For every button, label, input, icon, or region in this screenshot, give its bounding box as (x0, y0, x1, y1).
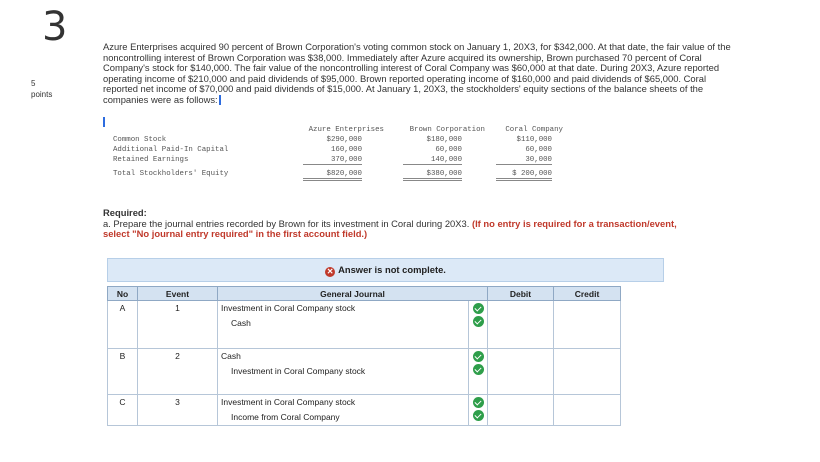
col-header-debit: Debit (488, 287, 554, 301)
credit-input[interactable] (554, 349, 621, 395)
debit-input[interactable] (488, 349, 554, 395)
header-coral: Coral Company (505, 126, 563, 134)
col-header-event: Event (138, 287, 218, 301)
entry-no: B (119, 351, 126, 361)
account-select-debit[interactable]: Cash (221, 351, 241, 361)
header-azure: Azure Enterprises (308, 126, 384, 134)
entry-no: C (119, 397, 126, 407)
problem-text (103, 42, 733, 105)
account-select-debit[interactable]: Investment in Coral Company stock (221, 303, 356, 313)
value-brown-total: $380,000 (403, 170, 462, 181)
credit-input[interactable] (554, 301, 621, 349)
correct-check-icon (473, 397, 484, 408)
value-azure-re: 370,000 (303, 156, 362, 165)
correct-check-icon (473, 410, 484, 421)
value-brown-apic: 60,000 (435, 146, 462, 154)
points-label: points (31, 90, 53, 99)
value-coral-re: 30,000 (496, 156, 552, 165)
correct-check-icon (473, 316, 484, 327)
journal-entry-c (108, 395, 621, 426)
debit-input[interactable] (488, 301, 554, 349)
value-brown-cs: $180,000 (426, 136, 462, 144)
journal-entry-a (108, 301, 621, 349)
points-value: 5 (31, 79, 36, 88)
required-section (103, 208, 703, 240)
account-select-debit[interactable]: Investment in Coral Company stock (221, 397, 356, 407)
value-coral-apic: 60,000 (525, 146, 552, 154)
text-cursor (219, 95, 221, 105)
error-x-icon: ✕ (326, 267, 334, 276)
entry-event: 3 (175, 397, 180, 407)
entry-no: A (119, 303, 126, 313)
value-coral-total: $ 200,000 (496, 170, 552, 181)
entry-event: 2 (175, 351, 180, 361)
points-box (31, 78, 52, 100)
value-brown-re: 140,000 (403, 156, 462, 165)
value-azure-apic: 160,000 (330, 146, 362, 154)
correct-check-icon (473, 364, 484, 375)
account-select-credit[interactable]: Income from Coral Company (231, 412, 340, 422)
required-text: a. Prepare the journal entries recorded by Brown for its investment in Coral during 20X3. (103, 217, 470, 229)
row-label-total: Total Stockholders' Equity (113, 170, 229, 178)
journal-entry-b (108, 349, 621, 395)
col-header-general-journal: General Journal (218, 287, 488, 301)
row-label-re: Retained Earnings (113, 156, 189, 164)
value-coral-cs: $110,000 (516, 136, 552, 144)
col-header-credit: Credit (554, 287, 621, 301)
row-label-apic: Additional Paid-In Capital (113, 146, 229, 154)
question-number: 3 (42, 4, 68, 50)
account-select-credit[interactable]: Investment in Coral Company stock (231, 366, 366, 376)
answer-status-banner (107, 258, 664, 282)
answer-status-text: Answer is not complete. (338, 264, 446, 275)
debit-input[interactable] (488, 395, 554, 426)
header-brown: Brown Corporation (409, 126, 485, 134)
journal-table (107, 286, 621, 426)
value-azure-total: $820,000 (303, 170, 362, 181)
value-azure-cs: $290,000 (326, 136, 362, 144)
account-select-credit[interactable]: Cash (231, 318, 251, 328)
entry-event: 1 (175, 303, 180, 313)
problem-text-content: Azure Enterprises acquired 90 percent of Brown Corporation's voting common stock on January 1, 20X3, for $342,000. At that date, the fair value of the noncontrolling interest of Brown Corporation was $38,000. Immediately after Azure acquired its ownership, Brown purchased 70 percent of Coral Company's stock for $140,000. The fair value of the noncontrolling interest of Coral Company was $60,000 at that date. During 20X3, Azure reported operating income of $210,000 and paid dividends of $95,000. Brown reported operating income of $160,000 and paid dividends of $65,000. Coral reported net income of $70,000 and paid dividends of $15,000. At January 1, 20X3, the stockholders' equity sections of the balance sheets of the companies were as follows: (103, 41, 731, 105)
required-heading: Required: (103, 207, 147, 218)
required-note: (If no entry is required for a transaction/event, select "No journal entry required" in the first account field.) (103, 217, 677, 239)
credit-input[interactable] (554, 395, 621, 426)
row-label-common-stock: Common Stock (113, 136, 167, 144)
col-header-no: No (108, 287, 138, 301)
text-cursor-2 (103, 117, 105, 127)
correct-check-icon (473, 303, 484, 314)
correct-check-icon (473, 351, 484, 362)
